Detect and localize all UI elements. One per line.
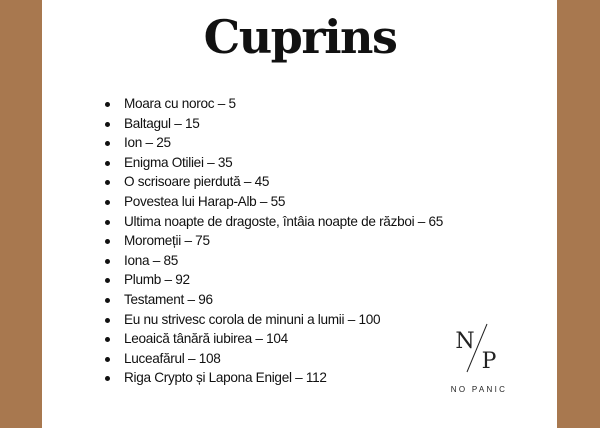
toc-item: [103, 94, 443, 114]
bullet-icon: [105, 259, 110, 264]
toc-item: [103, 251, 443, 271]
no-panic-logo: [447, 318, 507, 378]
toc-item-label: Ultima noapte de dragoste, întâia noapte de război – 65: [124, 213, 444, 229]
bullet-icon: [105, 318, 110, 323]
bullet-icon: [105, 102, 110, 107]
bullet-icon: [105, 298, 110, 303]
toc-item: [103, 172, 443, 192]
toc-item-label: Testament – 96: [124, 291, 213, 307]
toc-item: [103, 133, 443, 153]
page-title: Cuprins: [203, 10, 397, 64]
table-of-contents: [103, 94, 443, 388]
bullet-icon: [105, 376, 110, 381]
toc-item-label: Riga Crypto și Lapona Enigel – 112: [124, 370, 327, 386]
logo-text: NO PANIC: [450, 385, 508, 394]
toc-item-label: Leoaică tânără iubirea – 104: [124, 331, 288, 347]
bullet-icon: [105, 239, 110, 244]
toc-item-label: Moromeții – 75: [124, 233, 210, 249]
toc-item-label: Enigma Otiliei – 35: [124, 154, 233, 170]
toc-item-label: Ion – 25: [124, 135, 171, 151]
toc-item: [103, 212, 443, 232]
toc-item: [103, 270, 443, 290]
bullet-icon: [105, 278, 110, 283]
toc-item: [103, 114, 443, 134]
right-decorative-band: [557, 0, 600, 428]
toc-item-label: Luceafărul – 108: [124, 350, 221, 366]
logo-monogram-n: N: [455, 329, 475, 354]
logo-monogram-p: P: [481, 349, 497, 374]
toc-item-label: Moara cu noroc – 5: [124, 96, 236, 111]
bullet-icon: [105, 161, 110, 166]
left-decorative-band: [0, 0, 42, 428]
bullet-icon: [105, 200, 110, 205]
toc-item-label: Eu nu strivesc corola de minuni a lumii – 100: [124, 311, 381, 327]
bullet-icon: [105, 220, 110, 225]
toc-item: [103, 349, 443, 369]
bullet-icon: [105, 180, 110, 185]
bullet-icon: [105, 357, 110, 362]
toc-item-label: Povestea lui Harap-Alb – 55: [124, 193, 286, 209]
toc-item: [103, 153, 443, 173]
toc-item: [103, 329, 443, 349]
toc-item: [103, 192, 443, 212]
toc-item: [103, 368, 443, 388]
toc-item: [103, 231, 443, 251]
bullet-icon: [105, 337, 110, 342]
toc-item-label: O scrisoare pierdută – 45: [124, 174, 270, 190]
toc-item-label: Iona – 85: [124, 252, 178, 268]
toc-item-label: Baltagul – 15: [124, 115, 200, 131]
bullet-icon: [105, 122, 110, 127]
toc-item: [103, 290, 443, 310]
toc-item-label: Plumb – 92: [124, 272, 190, 288]
bullet-icon: [105, 141, 110, 146]
toc-item: [103, 310, 443, 330]
